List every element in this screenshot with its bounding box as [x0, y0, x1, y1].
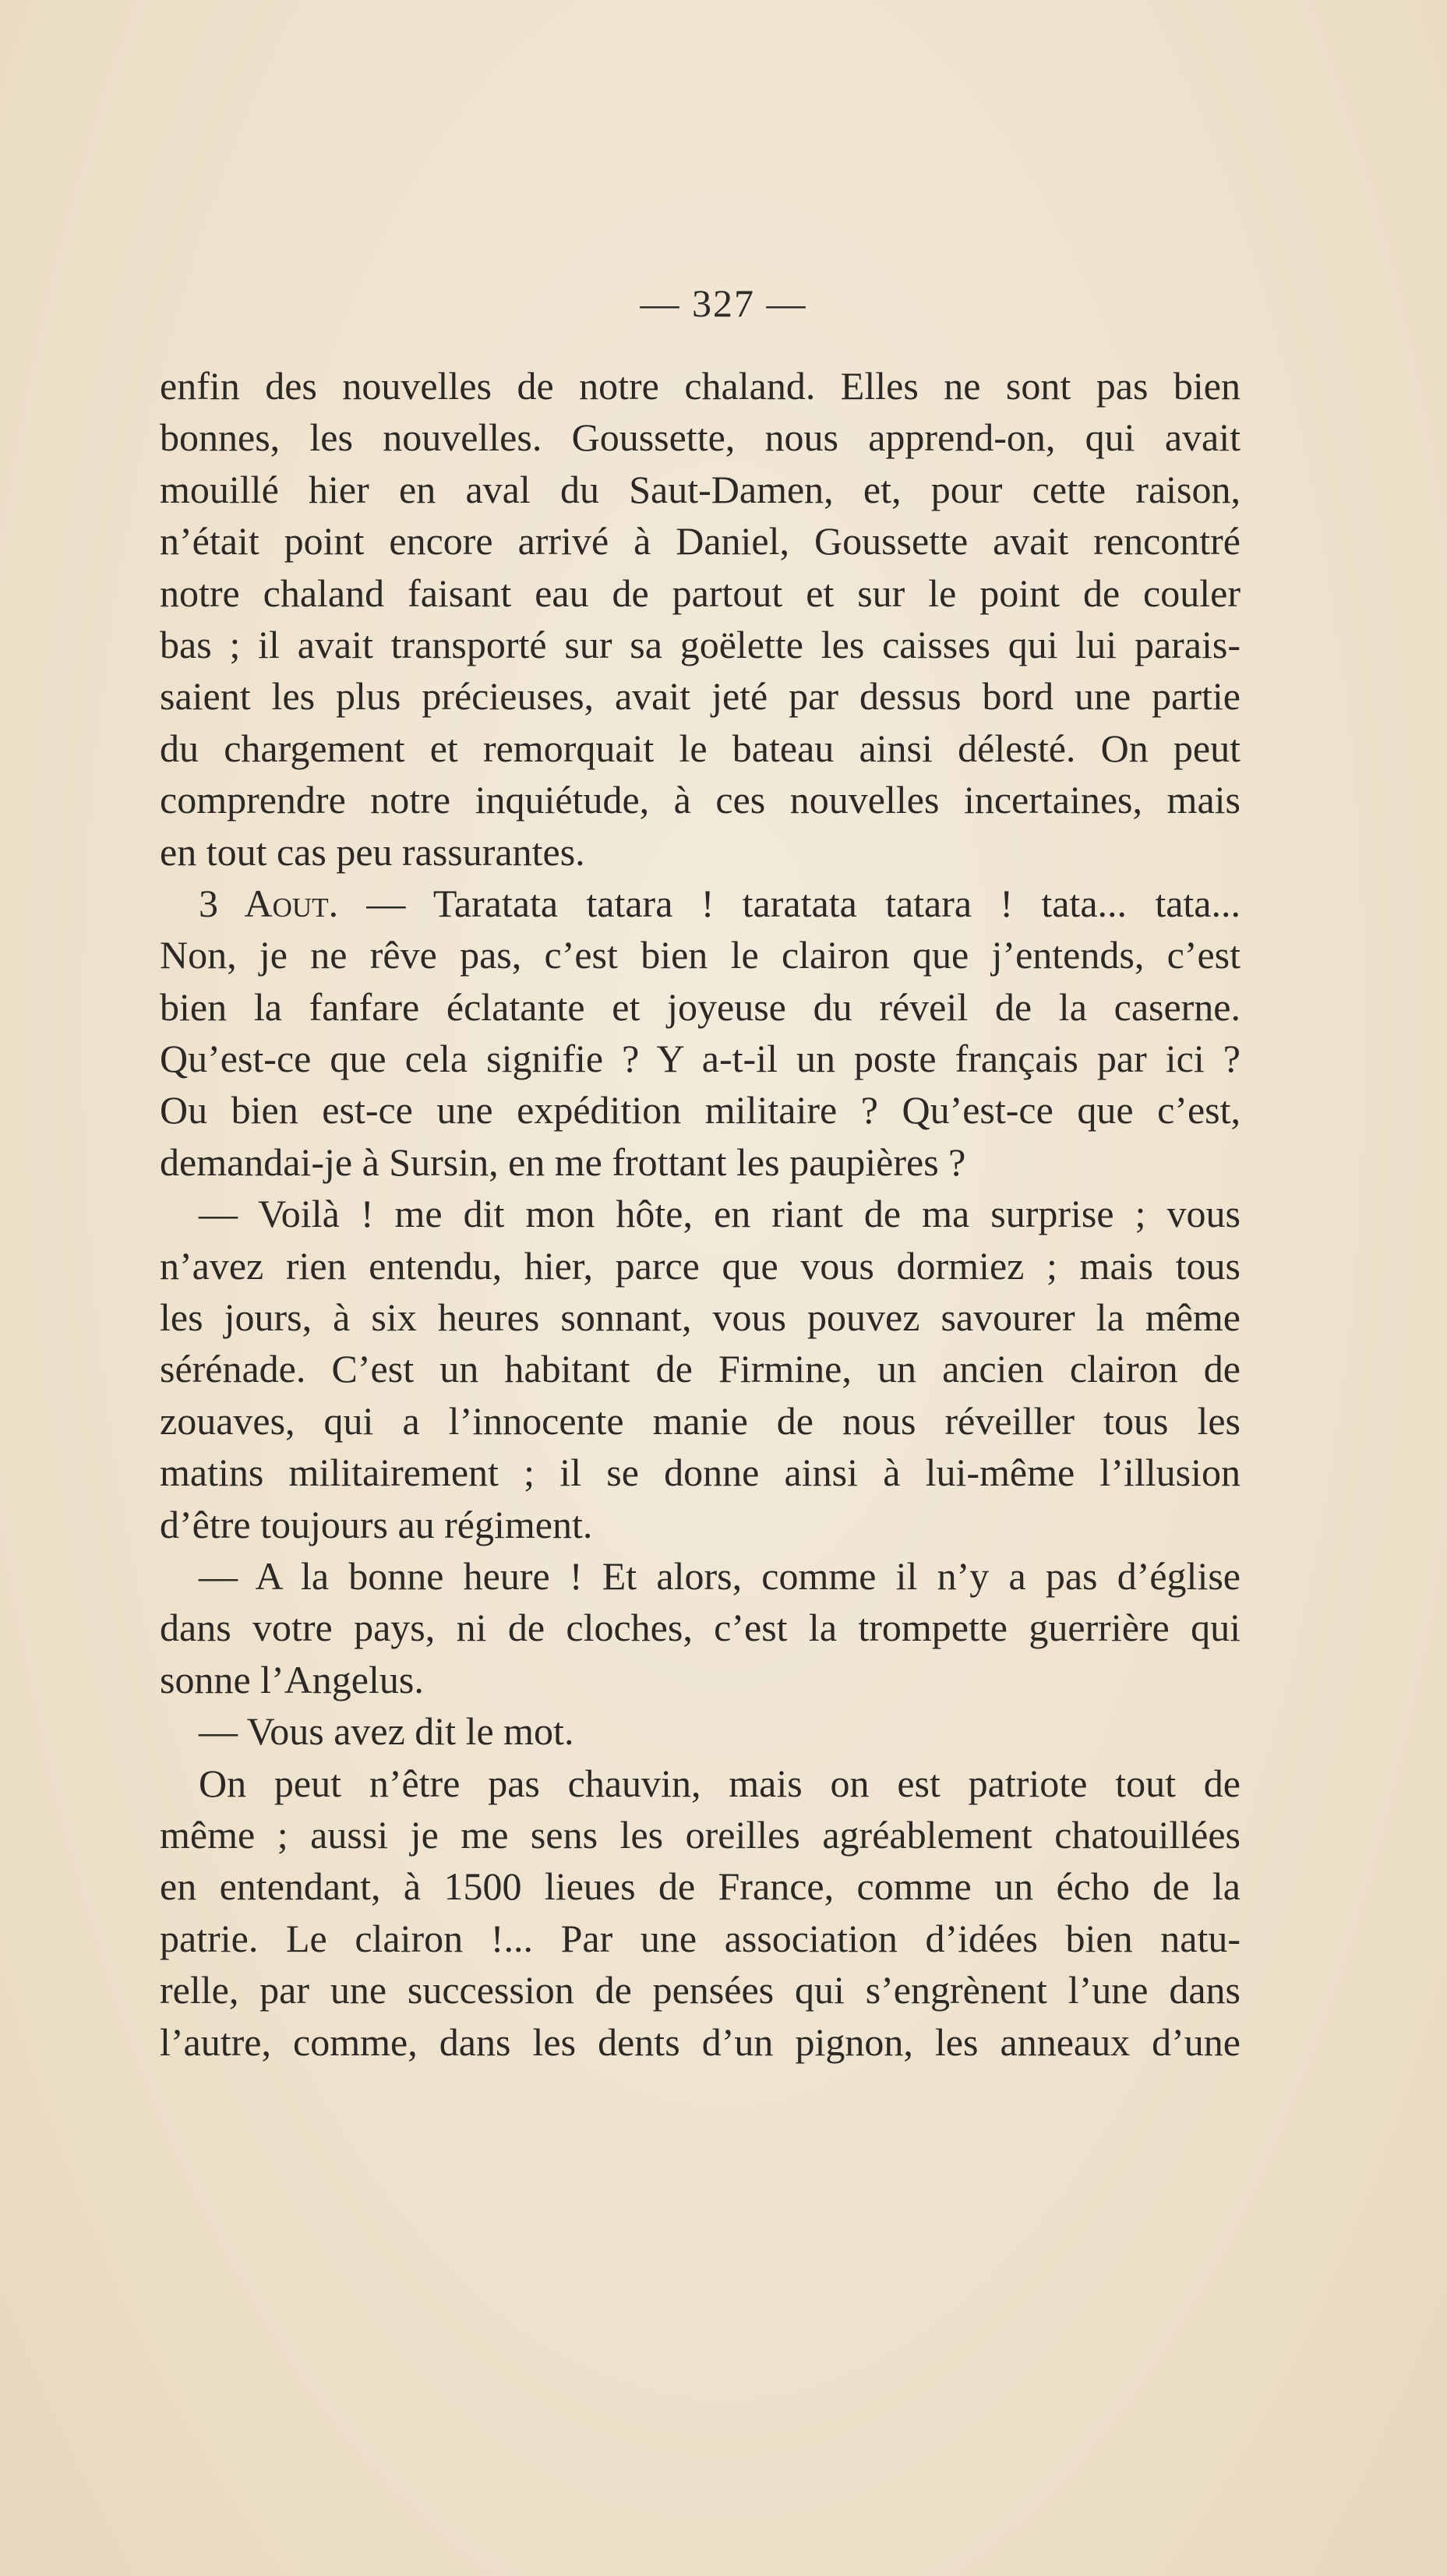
- text-line: même ; aussi je me sens les oreilles agréablement chatouillées: [160, 1812, 1241, 1857]
- text-line: — Voilà ! me dit mon hôte, en riant de ma surprise ; vous: [199, 1192, 1241, 1236]
- text-line: Non, je ne rêve pas, c’est bien le clairon que j’entends, c’est: [160, 933, 1241, 977]
- text-line: en tout cas peu rassurantes.: [160, 829, 585, 874]
- text-line: demandai-je à Sursin, en me frottant les paupières ?: [160, 1140, 966, 1184]
- text-line: saient les plus précieuses, avait jeté par dessus bord une partie: [160, 674, 1241, 719]
- text-line: en entendant, à 1500 lieues de France, comme un écho de la: [160, 1864, 1241, 1909]
- text-line: d’être toujours au régiment.: [160, 1502, 593, 1546]
- text-line: On peut n’être pas chauvin, mais on est patriote tout de: [199, 1761, 1241, 1805]
- text-line: notre chaland faisant eau de partout et sur le point de couler: [160, 571, 1241, 615]
- text-line: zouaves, qui a l’innocente manie de nous réveiller tous les: [160, 1398, 1241, 1443]
- page-number: — 327 —: [640, 281, 807, 325]
- text-line: sonne l’Angelus.: [160, 1657, 424, 1701]
- text-line: n’était point encore arrivé à Daniel, Goussette avait rencontré: [160, 519, 1241, 564]
- text-line: — Vous avez dit le mot.: [199, 1709, 574, 1754]
- text-line: sérénade. C’est un habitant de Firmine, un ancien clairon de: [160, 1347, 1241, 1391]
- text-line: Qu’est-ce que cela signifie ? Y a-t-il un poste français par ici ?: [160, 1037, 1241, 1081]
- text-line: du chargement et remorquait le bateau ainsi délesté. On peut: [160, 726, 1241, 770]
- date-label: 3 Aout.: [199, 881, 339, 925]
- text-line: bonnes, les nouvelles. Goussette, nous apprend-on, qui avait: [160, 415, 1241, 460]
- text-line: mouillé hier en aval du Saut-Damen, et, pour cette raison,: [160, 467, 1241, 511]
- text-line: les jours, à six heures sonnant, vous pouvez savourer la même: [160, 1295, 1241, 1340]
- text-line: n’avez rien entendu, hier, parce que vous dormiez ; mais tous: [160, 1243, 1241, 1288]
- body-text: [160, 360, 1241, 2068]
- text-line: enfin des nouvelles de notre chaland. Elles ne sont pas bien: [160, 364, 1241, 408]
- text-line: — Taratata tatara ! taratata tatara ! tata... tata...: [366, 881, 1241, 925]
- text-line: matins militairement ; il se donne ainsi à lui-même l’illusion: [160, 1451, 1241, 1495]
- text-line: dans votre pays, ni de cloches, c’est la trompette guerrière qui: [160, 1606, 1241, 1650]
- text-line: — A la bonne heure ! Et alors, comme il n’y a pas d’église: [199, 1553, 1241, 1598]
- text-line: patrie. Le clairon !... Par une association d’idées bien natu-: [160, 1916, 1241, 1960]
- text-line: relle, par une succession de pensées qui s’engrènent l’une dans: [160, 1968, 1241, 2012]
- dated-entry-line: [160, 878, 1241, 929]
- text-line: bas ; il avait transporté sur sa goëlette les caisses qui lui parais-: [160, 622, 1241, 666]
- text-line: comprendre notre inquiétude, à ces nouvelles incertaines, mais: [160, 778, 1241, 822]
- text-line: bien la fanfare éclatante et joyeuse du réveil de la caserne.: [160, 984, 1241, 1029]
- text-line: l’autre, comme, dans les dents d’un pignon, les anneaux d’une: [160, 2019, 1241, 2064]
- text-line: Ou bien est-ce une expédition militaire ? Qu’est-ce que c’est,: [160, 1088, 1241, 1133]
